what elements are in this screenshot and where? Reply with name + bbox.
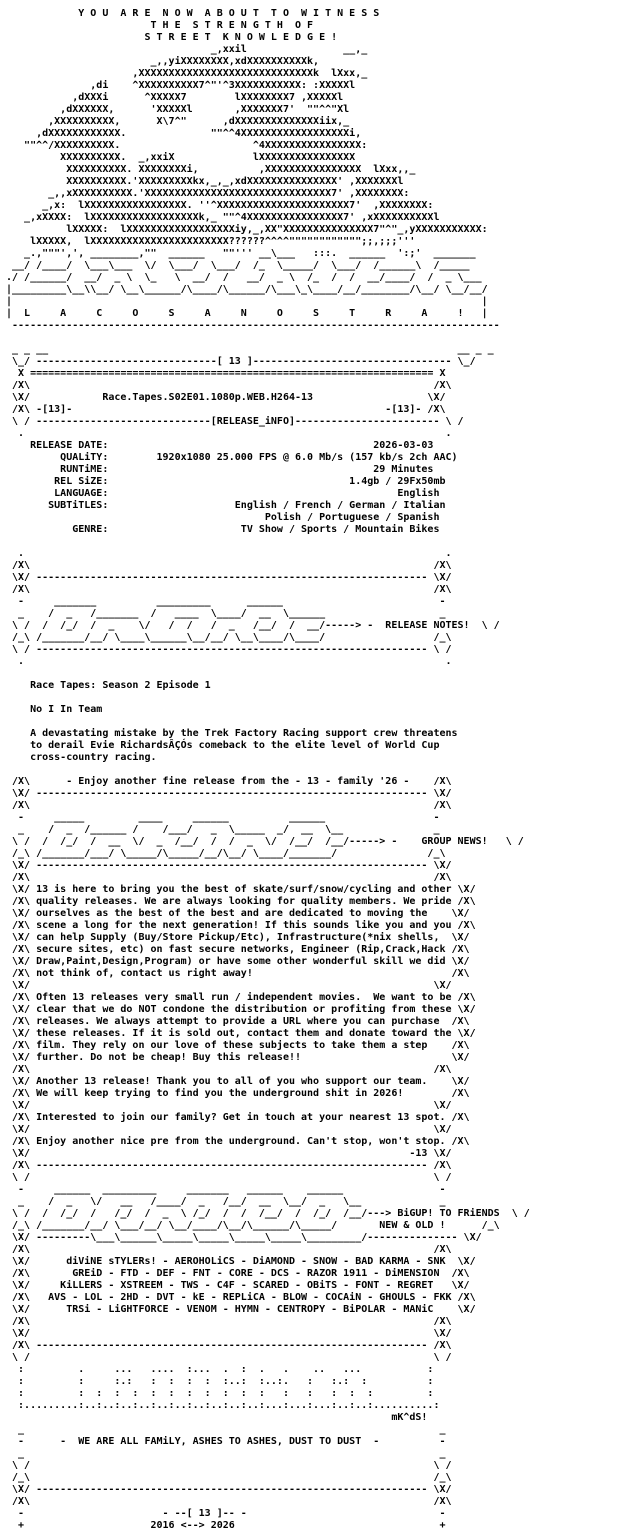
nfo-line: /X\ - Enjoy another fine release from the - 13 - family '26 - /X\ (6, 776, 452, 787)
nfo-line: \X/ further. Do not be cheap! Buy this release!! \X/ (6, 1052, 470, 1063)
nfo-line: \ / \ / (6, 1460, 452, 1471)
nfo-line: \X/ -13 \X/ (6, 1148, 452, 1159)
nfo-line: QUALiTY: 1920x1080 25.000 FPS @ 6.0 Mb/s (157 kb/s 2ch AAC) (6, 452, 458, 463)
nfo-line: LANGUAGE: English (6, 488, 440, 499)
nfo-line: XXXXXXXXXX.'XXXXXXXXXkx,_,_,xdXXXXXXXXXXXXXXX' ,XXXXXXXl (6, 176, 404, 187)
nfo-line: _,x: lXXXXXXXXXXXXXXXXX. ''^XXXXXXXXXXXXXXXXXXXXXX7' ,XXXXXXXX: (6, 200, 434, 211)
nfo-line: \X/ can help Supply (Buy/Store Pickup/Etc), Infrastructure(*nix shells, \X/ (6, 932, 470, 943)
nfo-line: ,di ^XXXXXXXXXX7^"'^3XXXXXXXXXXX: :XXXXXl (6, 80, 356, 91)
nfo-line: \X/ ---------\___\______\_____\_____\_____\_____\_________/--------------- \X/ (6, 1232, 482, 1243)
nfo-line: REL SiZE: 1.4gb / 29Fx50mb (6, 476, 446, 487)
nfo-line: RUNTiME: 29 Minutes (6, 464, 434, 475)
nfo-line: _.,"""',', ________,"" ______ ""''' __\___ :::. ______ ':;' _______ (6, 248, 476, 259)
nfo-line: |_________\__\\__/ \__\______/\____/\______/\___\_\____/__/________/\__/ \__/__/ (6, 284, 488, 295)
nfo-line: /X\ GREiD - FTD - DEF - FNT - CORE - DCS - RAZOR 1911 - DiMENSION /X\ (6, 1268, 470, 1279)
nfo-line: /X\ /X\ (6, 872, 452, 883)
nfo-line: _,xxil __,_ (6, 44, 368, 55)
nfo-line: + 2016 <--> 2026 + (6, 1520, 446, 1531)
nfo-line: /X\ ----------------------------------------------------------------- /X\ (6, 1340, 452, 1351)
nfo-line: Polish / Portuguese / Spanish (6, 512, 440, 523)
nfo-line: /X\ ----------------------------------------------------------------- /X\ (6, 1160, 452, 1171)
nfo-line: - - WE ARE ALL FAMiLY, ASHES TO ASHES, DUST TO DUST - - (6, 1436, 446, 1447)
nfo-line: \X/ Another 13 release! Thank you to all of you who support our team. \X/ (6, 1076, 470, 1087)
nfo-line: | | (6, 296, 488, 307)
nfo-line: /X\ /X\ (6, 560, 452, 571)
nfo-line: \X/ Race.Tapes.S02E01.1080p.WEB.H264-13 \X/ (6, 392, 446, 403)
nfo-line: \ / \ / (6, 1352, 452, 1363)
nfo-line: /X\ scene a long for the next generation! If this sounds like you and you /X\ (6, 920, 476, 931)
nfo-line: \X/ ourselves as the best of the best and are dedicated to moving the \X/ (6, 908, 470, 919)
nfo-line: \ / / /_/ / __ \/ _ /__/ / / _ \/ /__/ /__/-----> - GROUP NEWS! \ / (6, 836, 524, 847)
nfo-line: ,dXXXi ^XXXXX7 lXXXXXXXX7 ,XXXXXl (6, 92, 344, 103)
nfo-line: \_/ ------------------------------[ 13 ]--------------------------------- \_/ (6, 356, 476, 367)
nfo-line: /_\ /_______/__/ \___/__/ \__/____/\__/\______/\_____/ NEW & OLD ! /_\ (6, 1220, 500, 1231)
nfo-line: \ / -----------------------------[RELEASE_iNFO]------------------------ \ / (6, 416, 464, 427)
nfo-line: _,,yiXXXXXXXX,xdXXXXXXXXXXk, (6, 56, 320, 67)
nfo-line: S T R E E T K N O W L E D G E ! (6, 32, 338, 43)
nfo-line: _,xXXXX: lXXXXXXXXXXXXXXXXXXk,_ ""^4XXXXXXXXXXXXXXXX7' ,xXXXXXXXXXXl (6, 212, 440, 223)
nfo-line: ""^^/XXXXXXXXXX. ^4XXXXXXXXXXXXXXXX: (6, 140, 368, 151)
nfo-line: _ / _ \/ __ /____/ _ /__/ __ \__/ _ \__ _ (6, 1196, 446, 1207)
nfo-line: \X/ TRSi - LiGHTFORCE - VENOM - HYMN - CENTROPY - BiPOLAR - MANiC \X/ (6, 1304, 476, 1315)
nfo-line: \ / ----------------------------------------------------------------- \ / (6, 644, 452, 655)
nfo-line: GENRE: TV Show / Sports / Mountain Bikes (6, 524, 440, 535)
nfo-line: /_\ /_______/___/ \_____/\_____/__/\__/ \____/_______/ /_\ (6, 848, 446, 859)
nfo-line: | L A C O S A N O S T R A ! | (6, 308, 488, 319)
nfo-line: RELEASE DATE: 2026-03-03 (6, 440, 434, 451)
nfo-line: \X/ ----------------------------------------------------------------- \X/ (6, 788, 452, 799)
nfo-line: /X\ /X\ (6, 800, 452, 811)
nfo-line: _ _ __ __ _ _ (6, 344, 494, 355)
nfo-line: : : : : : : : : : : : : : : : : : : (6, 1388, 434, 1399)
nfo-line: lXXXXX: lXXXXXXXXXXXXXXXXXXiy,_,XX"XXXXXXXXXXXXXXX7"^"_,yXXXXXXXXXXX: (6, 224, 488, 235)
nfo-line: \X/ ----------------------------------------------------------------- \X/ (6, 1484, 452, 1495)
nfo-line: \X/ KiLLERS - XSTREEM - TWS - C4F - SCARED - OBiTS - FONT - REGRET \X/ (6, 1280, 470, 1291)
nfo-line: mK^dS! (6, 1412, 428, 1423)
nfo-line: _ / _ /_______ / ____ \____/ __ \______ _ (6, 608, 446, 619)
nfo-line: /X\ /X\ (6, 584, 452, 595)
nfo-line: :.........:..:..:..:..:..:..:..:..:..:..:...:...:...:..:..:..........: (6, 1400, 440, 1411)
nfo-line: /X\ /X\ (6, 1496, 452, 1507)
nfo-line: \ / \ / (6, 1172, 452, 1183)
nfo-line: \X/ \X/ (6, 1328, 452, 1339)
nfo-line: - _______ _________ ______ - (6, 596, 446, 607)
nfo-line: XXXXXXXXXX. _,xxiX lXXXXXXXXXXXXXXXX (6, 152, 356, 163)
nfo-line: /X\ /X\ (6, 1064, 452, 1075)
nfo-line: - - --[ 13 ]-- - - (6, 1508, 446, 1519)
nfo-line: \X/ 13 is here to bring you the best of skate/surf/snow/cycling and other \X/ (6, 884, 476, 895)
nfo-line: _ / _ /______ / /___/ _ \_____ _/ __ \__ _ (6, 824, 440, 835)
nfo-line: /X\ film. They rely on our love of these subjects to take them a step /X\ (6, 1040, 470, 1051)
nfo-line: to derail Evie RichardsÂÇÓs comeback to the elite level of World Cup (6, 740, 440, 751)
nfo-line: - ______ _________ _______ ______ ______ - (6, 1184, 446, 1195)
nfo-line: A devastating mistake by the Trek Factory Racing support crew threatens (6, 728, 458, 739)
nfo-line: /X\ We will keep trying to find you the underground shit in 2026! /X\ (6, 1088, 470, 1099)
nfo-line: /X\ /X\ (6, 1244, 452, 1255)
nfo-line: /X\ quality releases. We are always looking for quality members. We pride /X\ (6, 896, 476, 907)
nfo-line: _ _ (6, 1448, 446, 1459)
nfo-line: \ / / /_/ / _ \/ / / / _ /__/ / __/-----> - RELEASE NOTES! \ / (6, 620, 500, 631)
nfo-line: /X\ /X\ (6, 1316, 452, 1327)
nfo-line: \ / / /_/ / /_/ / _ \ /_/ / / /__/ / /_/ /__/---> BiGUP! TO FRiENDS \ / (6, 1208, 530, 1219)
nfo-line: - _____ ____ ______ ______ - (6, 812, 440, 823)
nfo-line: /X\ releases. We always attempt to provide a URL where you can purchase /X\ (6, 1016, 470, 1027)
nfo-line: . . (6, 656, 452, 667)
nfo-line: ,dXXXXXXXXXXXX. ""^^4XXXXXXXXXXXXXXXXXXi, (6, 128, 362, 139)
nfo-line: X =================================================================== X (6, 368, 446, 379)
nfo-line: XXXXXXXXXX. XXXXXXXXi, ,XXXXXXXXXXXXXXXX lXxx,,_ (6, 164, 416, 175)
nfo-line: /X\ Often 13 releases very small run / independent movies. We want to be /X\ (6, 992, 476, 1003)
nfo-line: \X/ Draw,Paint,Design,Program) or have some other wonderful skill we did \X/ (6, 956, 470, 967)
nfo-line: SUBTiTLES: English / French / German / Italian (6, 500, 446, 511)
nfo-line: \X/ these releases. If it is sold out, contact them and donate toward the \X/ (6, 1028, 476, 1039)
nfo-line: lXXXXX, lXXXXXXXXXXXXXXXXXXXXXXX??????^^^^"""""""""""";;,;;;''' (6, 236, 416, 247)
nfo-line: /X\ -[13]- -[13]- /X\ (6, 404, 446, 415)
nfo-line: /X\ Interested to join our family? Get in touch at your nearest 13 spot. /X\ (6, 1112, 470, 1123)
nfo-line: /X\ AVS - LOL - 2HD - DVT - kE - REPLiCA - BLOW - COCAiN - GHOULS - FKK /X\ (6, 1292, 476, 1303)
nfo-line: /X\ secure sites, etc) on fast secure networks, Engineer (Rip,Crack,Hack /X\ (6, 944, 470, 955)
nfo-line: _,,xXXXXXXXXXX.'XXXXXXXXXXXXXXXXXXXXXXXXXXXXXXX7' ,XXXXXXXX: (6, 188, 410, 199)
nfo-line: \X/ \X/ (6, 1100, 452, 1111)
nfo-line: \X/ ----------------------------------------------------------------- \X/ (6, 572, 452, 583)
nfo-line: ./ /______/ __/ _ \ \_ \ __/ / __/ _ \ /_ / / __/____/ / _ \___ (6, 272, 482, 283)
nfo-line: /_\ /_\ (6, 1472, 452, 1483)
nfo-line: . . (6, 428, 452, 439)
nfo-line: T H E S T R E N G T H O F (6, 20, 314, 31)
nfo-line: Race Tapes: Season 2 Episode 1 (6, 680, 211, 691)
nfo-line: \X/ \X/ (6, 1124, 452, 1135)
nfo-line: cross-country racing. (6, 752, 157, 763)
nfo-line: : . ... .... :... . : . . .. ... : (6, 1364, 434, 1375)
nfo-line: No I In Team (6, 704, 103, 715)
nfo-line: Y O U A R E N O W A B O U T T O W I T N E S S (6, 8, 380, 19)
nfo-line: \X/ \X/ (6, 980, 452, 991)
nfo-line: /_\ /_______/__/ \____\______\__/__/ \__\____/\____/ /_\ (6, 632, 452, 643)
nfo-line: \X/ diViNE sTYLERs! - AEROHOLiCS - DiAMOND - SNOW - BAD KARMA - SNK \X/ (6, 1256, 476, 1267)
nfo-line: \X/ ----------------------------------------------------------------- \X/ (6, 860, 452, 871)
nfo-line: \X/ clear that we do NOT condone the distribution or profiting from these \X/ (6, 1004, 476, 1015)
nfo-line: /X\ Enjoy another nice pre from the underground. Can't stop, won't stop. /X\ (6, 1136, 470, 1147)
nfo-line: __/ /____/ \___\___ \/ \___/ \___/ /_ \_____/ \___/ /______\ /_____ (6, 260, 470, 271)
nfo-line: /X\ /X\ (6, 380, 452, 391)
nfo-line: ,dXXXXXX, 'XXXXXl ,XXXXXXX7' ""^^"Xl (6, 104, 350, 115)
nfo-line: --------------------------------------------------------------------------------- (6, 320, 500, 331)
nfo-line: _ _ (6, 1424, 446, 1435)
nfo-line: /X\ not think of, contact us right away! /X\ (6, 968, 470, 979)
nfo-line: ,XXXXXXXXXX, X\7^" ,dXXXXXXXXXXXXXXiix,_ (6, 116, 350, 127)
nfo-line: . . (6, 548, 452, 559)
nfo-line: : : :.: : : : : :..: :..:. : :.: : : (6, 1376, 434, 1387)
nfo-line: ,XXXXXXXXXXXXXXXXXXXXXXXXXXXXXk lXxx,_ (6, 68, 368, 79)
